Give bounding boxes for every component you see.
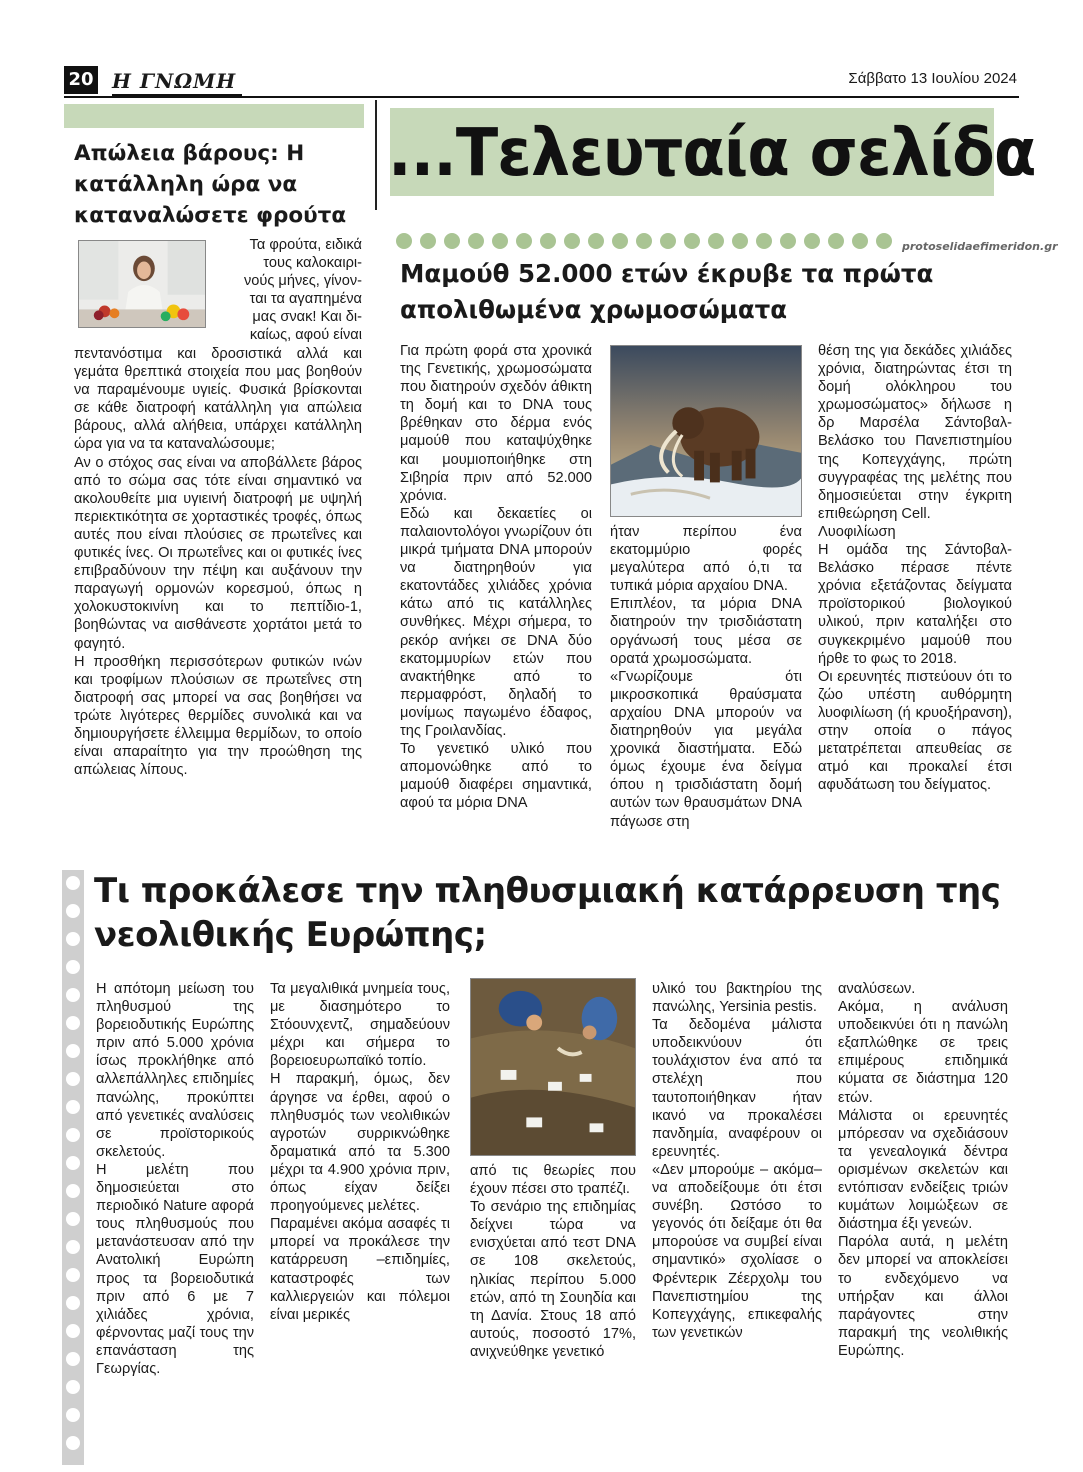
paragraph: πεντανόστιμα και δροσιστικά αλλά και γεμάτα θρεπτικά στοιχεία που μας βοηθούν να παραμένουμε υγιείς. Φυσικά βρίσκονται σε κάθε διατροφή κατάλληλη για απώλεια βάρους, αλλά αλήθεια, υπάρχει κατάλληλη ώρα για να τα καταναλώσουμε; <box>74 346 362 453</box>
fruit-article-headline: Απώλεια βάρους: Η κατάλληλη ώρα να καταναλώσετε φρούτα <box>74 141 347 228</box>
paragraph: από τις θεωρίες που έχουν πέσει στο τραπέζι. <box>470 1163 636 1198</box>
fruit-line: καίως, αφού είναι <box>249 327 362 344</box>
paragraph: «Δεν μπορούμε – ακόμα– να αποδείξουμε ότι έτσι συνέβη. Ωστόσο το γεγονός ότι δείξαμε ότι θα μπορούσε να συμβεί είναι σημαντικό» σχολίασε ο Φρέντερικ Ζέερχολμ του Πανεπιστημίου της Κοπεγχάγης, επικεφαλής των γενετικών <box>652 1161 822 1341</box>
paragraph: Η προσθήκη περισσότερων φυτικών ινών και τροφίμων πλούσιων σε πρωτεΐνες στη διατροφή σας μπορεί να σας βοηθήσει να τρώτε λιγότερες θερμίδες συνολικά και να δημιουργήσετε έλλειμμα θερμίδων, το οποίο είναι απαραίτητο για την προώθηση της απώλειας λίπους. <box>74 653 362 779</box>
paragraph: «Γνωρίζουμε ότι μικροσκοπικά θραύσματα αρχαίου DNA μπορούν να διατηρηθούν για μεγάλα χρονικά διαστήματα. Εδώ όμως έχουμε ένα δείγμα όπου η τρισδιάστατη δομή αυτών των θραυσμάτων DNA πάγωσε στη <box>610 668 802 830</box>
mammoth-column-3 <box>818 342 1012 794</box>
paragraph: Η απότομη μείωση του πληθυσμού της βορειοδυτικής Ευρώπης πριν από 5.000 χρόνια ίσως προκλήθηκε από αλλεπάλληλες επιδημίες πανώλης, προκύπτει από γενετικές αναλύσεις σε προϊστορικούς σκελετούς. <box>96 981 254 1160</box>
paragraph: Παραμένει ακόμα ασαφές τι μπορεί να προκάλεσε την κατάρρευση –επιδημίες, καταστροφές των καλλιεργειών και πόλεμοι είναι μερικές <box>270 1216 450 1323</box>
film-strip-decoration <box>62 870 84 1465</box>
paragraph: Η μελέτη που δημοσιεύεται στο περιοδικό Nature αφορά τους πληθυσμούς που μετανάστευσαν από την Ανατολική Ευρώπη προς τα βορειοδυτικά πριν από 6 με 7 χιλιάδες χρόνια, φέρνοντας μαζί τους την επανάσταση της Γεωργίας. <box>96 1161 254 1377</box>
fruit-line: Τα φρούτα, ειδικά <box>249 237 362 253</box>
newspaper-logo: Η ΓΝΩΜΗ <box>112 69 237 93</box>
paragraph: υλικό του βακτηρίου της πανώλης, Yersinia pestis. <box>652 981 822 1016</box>
neolithic-column-4 <box>652 980 822 1342</box>
fruit-line: τους καλοκαιρι- <box>263 255 362 272</box>
paragraph: Ακόμα, η ανάλυση υποδεικνύει ότι η πανώλη εξαπλώθηκε σε τρεις επιμέρους επιδημικά κύματα σε διάστημα 120 ετών. <box>838 999 1008 1106</box>
left-accent-bar <box>64 104 364 128</box>
mammoth-article-headline: Μαμούθ 52.000 ετών έκρυβε τα πρώτα απολιθωμένα χρωμοσώματα <box>400 259 934 324</box>
column-divider <box>375 100 377 210</box>
paragraph: Τα δεδομένα μάλιστα υποδεικνύουν ότι τουλάχιστον ένα από τα στελέχη που ταυτοποιήθηκαν ήταν ικανό να προκαλέσει πανδημία, αναφέρουν οι ερευνητές. <box>652 1017 822 1160</box>
mammoth-column-1 <box>400 342 592 812</box>
subheading: Λυοφιλίωση <box>818 523 896 540</box>
section-title: ...Τελευταία σελίδα <box>388 114 1036 191</box>
paragraph: ήταν περίπου ένα εκατομμύριο φορές μεγαλύτερα από ό,τι τα τυπικά μόρια αρχαίου DNA. <box>610 524 802 595</box>
neolithic-article-headline: Τι προκάλεσε την πληθυσμιακή κατάρρευση της νεολιθικής Ευρώπης; <box>94 871 1001 955</box>
paragraph: Τα μεγαλιθικά μνημεία τους, με διασημότερο το Στόουνχεντζ, σημαδεύουν μέχρι και σήμερα το βορειοευρωπαϊκό τοπίο. <box>270 981 450 1070</box>
paragraph: θέση της για δεκάδες χιλιάδες χρόνια, διατηρώντας έτσι τη δομή ολόκληρου του χρωμοσώματος» δήλωσε η δρ Μαρσέλα Σάντοβαλ-Βελάσκο του Πανεπιστημίου της Κοπεγχάγης, πρώτη συγγραφέας της μελέτης που δημοσιεύεται στην έγκριτη επιθεώρηση Cell. <box>818 343 1012 522</box>
paragraph: Παρόλα αυτά, η μελέτη δεν μπορεί να αποκλείσει το ενδεχόμενο να υπήρξαν και άλλοι παράγοντες στην παρακμή της νεολιθικής Ευρώπης. <box>838 1234 1008 1359</box>
fruit-photo <box>78 240 206 328</box>
neolithic-column-5 <box>838 980 1008 1360</box>
mammoth-illustration <box>610 345 802 517</box>
paragraph: αναλύσεων. <box>838 981 916 997</box>
paragraph: Η ομάδα της Σάντοβαλ-Βελάσκο πέρασε πέντε χρόνια εξετάζοντας δείγματα προϊστορικού βιολογικού υλικού, πριν καταλήξει στο συγκεκριμένο μαμούθ που ήρθε το φως το 2018. <box>818 542 1012 667</box>
fruit-article-body <box>74 345 362 779</box>
mammoth-column-2 <box>610 523 802 831</box>
paragraph: Οι ερευνητές πιστεύουν ότι το ζώο υπέστη αυθόρμητη λυοφιλίωση (ή κρυοξήρανση), στην οποία ο πάγος μετατρέπεται απευθείας σε ατμό και προκαλεί έτσι αφυδάτωση του δείγματος. <box>818 668 1012 794</box>
fruit-lines-beside-photo <box>212 236 362 345</box>
paragraph: Η παρακμή, όμως, δεν άργησε να έρθει, αφού ο πληθυσμός των νεολιθικών αγροτών συρρικνώθηκε δραματικά από τα 5.300 μέχρι τα 4.900 χρόνια πριν, όπως είχαν δείξει προηγούμενες μελέτες. <box>270 1071 450 1215</box>
paragraph: Επιπλέον, τα μόρια DNA διατηρούν την τρισδιάστατη οργάνωσή τους μέσα σε ορατά χρωμοσώματα. <box>610 596 802 667</box>
paragraph: Το σενάριο της επιδημίας δείχνει τώρα να ενισχύεται από τεστ DNA σε 108 σκελετούς, ηλικίας περίπου 5.000 ετών, από τη Σουηδία και τη Δανία. Στους 18 από αυτούς, ποσοστό 17%, ανιχνεύθηκε γενετικό <box>470 1199 636 1360</box>
paragraph: Για πρώτη φορά στα χρονικά της Γενετικής, χρωμοσώματα που διατηρούν σχεδόν άθικτη τη δομή και το DNA τους βρέθηκαν στο δέρμα ενός μαμούθ που καταψύχθηκε και μουμιοποιήθηκε στη Σιβηρία πριν από 52.000 χρόνια. <box>400 343 592 504</box>
neolithic-column-3 <box>470 1162 636 1361</box>
header-rule <box>64 96 1019 98</box>
fruit-line: μας σνακ! Και δι- <box>252 309 362 326</box>
neolithic-column-2 <box>270 980 450 1324</box>
excavation-photo <box>470 978 636 1156</box>
fruit-line: ται τα αγαπημένα <box>249 291 362 308</box>
page-number: 20 <box>64 66 98 94</box>
paragraph: Εδώ και δεκαετίες οι παλαιοντολόγοι γνωρίζουν ότι μικρά τμήματα DNA μπορούν να διατηρηθούν για εκατοντάδες χιλιάδες χρόνια κάτω από τις κατάλληλες συνθήκες. Μέχρι σήμερα, το ρεκόρ ανήκει σε DNA δύο εκατομμυρίων ετών που ανακτήθηκε από το περμαφρόστ, δηλαδή το μονίμως παγωμένο έδαφος, της Γροιλανδίας. <box>400 505 592 739</box>
neolithic-column-1 <box>96 980 254 1378</box>
paragraph: Μάλιστα οι ερευνητές μπόρεσαν να σχεδιάσουν τα γενεαλογικά δέντρα ορισμένων σκελετών και εντόπισαν ενδείξεις τριών κυμάτων λοιμώξεων σε διάστημα έξι γενεών. <box>838 1107 1008 1233</box>
fruit-line: νούς μήνες, γίνον- <box>243 273 362 290</box>
paragraph: Αν ο στόχος σας είναι να αποβάλλετε βάρος από το σώμα σας τότε είναι σημαντικό να ακολουθείτε μια υγιεινή διατροφή με υψηλή περιεκτικότητα σε χορταστικές τροφές, όπως αυτές που είναι πλούσιες σε πρωτεΐνες και φυτικές ίνες. Οι πρωτεΐνες και οι φυτικές ίνες επιβραδύνουν την πέψη και αυξάνουν την παραγωγή ορμονών κορεσμού, όπως η χολοκυστοκινίνη και το πεπτίδιο-1, βοηθώντας να αισθάνεστε χορτάτοι μετά το φαγητό. <box>74 454 362 652</box>
source-website: protoselidaefimeridon.gr <box>902 240 1058 253</box>
dot-row <box>396 233 916 249</box>
issue-date: Σάββατο 13 Ιουλίου 2024 <box>848 70 1017 87</box>
paragraph: Το γενετικό υλικό που απομονώθηκε από το μαμούθ διαφέρει σημαντικά, αφού τα μόρια DNA <box>400 741 592 812</box>
